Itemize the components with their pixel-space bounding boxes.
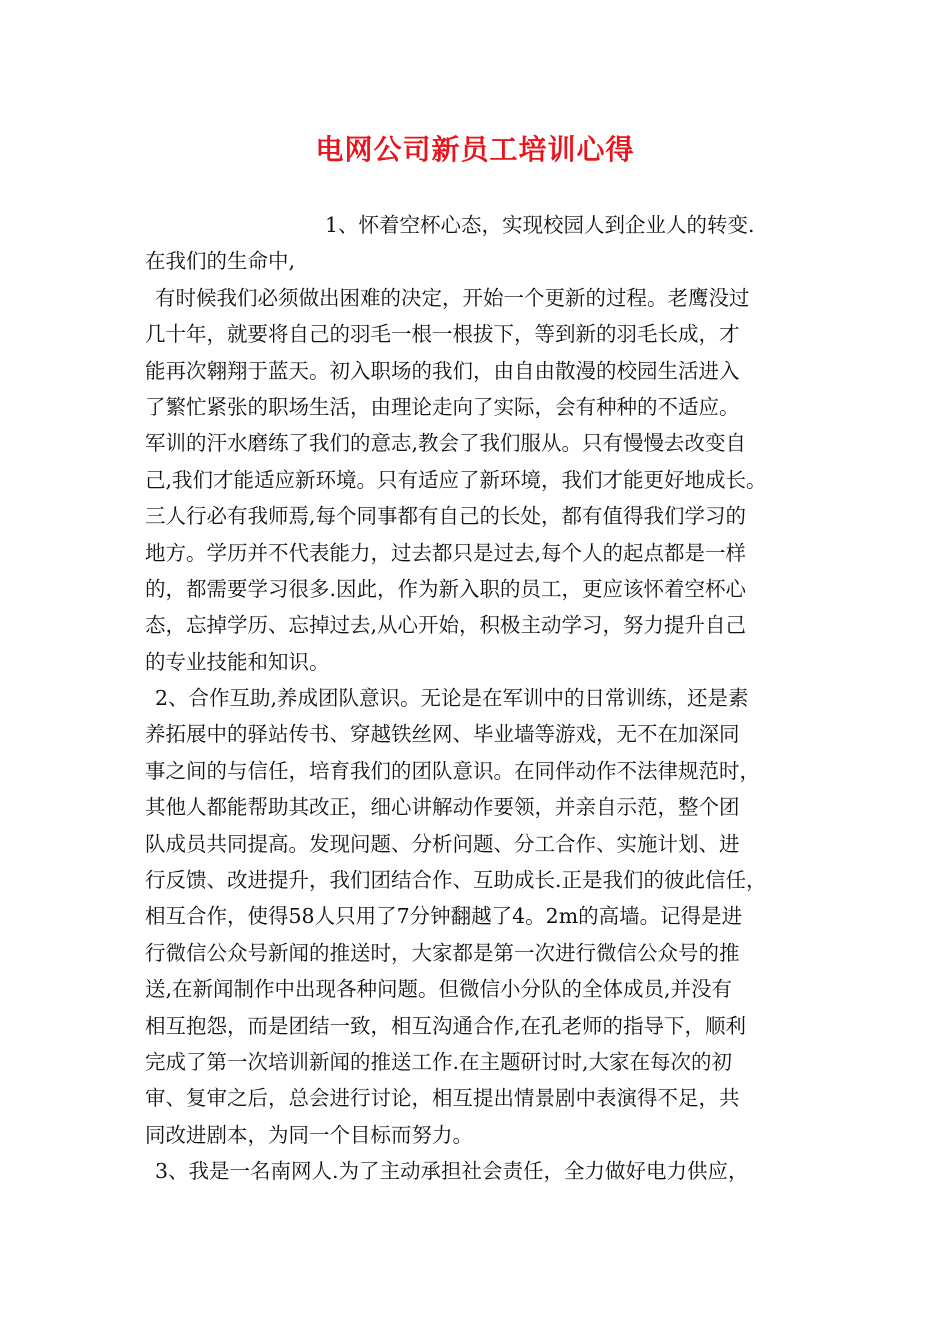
paragraph-line: 行微信公众号新闻的推送时，大家都是第一次进行微信公众号的推	[145, 940, 740, 965]
paragraph-line: 了繁忙紧张的职场生活，由理论走向了实际，会有种种的不适应。	[145, 394, 740, 419]
paragraph-line: 其他人都能帮助其改正，细心讲解动作要领，并亲自示范，整个团	[145, 795, 740, 820]
paragraph-line: 完成了第一次培训新闻的推送工作.在主题研讨时,大家在每次的初	[145, 1049, 733, 1074]
paragraph-line: 地方。学历并不代表能力，过去都只是过去,每个人的起点都是一样	[145, 540, 747, 565]
paragraph-line: 相互抱怨，而是团结一致，相互沟通合作,在孔老师的指导下，顺利	[145, 1013, 747, 1038]
paragraph-line: 的，都需要学习很多.因此，作为新入职的员工，更应该怀着空杯心	[145, 576, 747, 601]
page-title: 电网公司新员工培训心得	[315, 133, 635, 166]
paragraph-line: 送,在新闻制作中出现各种问题。但微信小分队的全体成员,并没有	[145, 977, 733, 1002]
paragraph-line: 己,我们才能适应新环境。只有适应了新环境，我们才能更好地成长。	[145, 467, 767, 492]
paragraph-line: 同改进剧本，为同一个目标而努力。	[145, 1122, 473, 1147]
paragraph-line: 有时候我们必须做出困难的决定，开始一个更新的过程。老鹰没过	[155, 285, 750, 310]
paragraph-line: 3、我是一名南网人.为了主动承担社会责任，全力做好电力供应，	[155, 1159, 749, 1184]
paragraph-line: 行反馈、改进提升，我们团结合作、互助成长.正是我们的彼此信任，	[145, 868, 767, 893]
paragraph-line: 态，忘掉学历、忘掉过去,从心开始，积极主动学习，努力提升自己	[145, 613, 747, 638]
paragraph-line: 军训的汗水磨练了我们的意志,教会了我们服从。只有慢慢去改变自	[145, 431, 747, 456]
paragraph-line: 三人行必有我师焉,每个同事都有自己的长处，都有值得我们学习的	[145, 504, 747, 529]
paragraph-line: 队成员共同提高。发现问题、分析问题、分工合作、实施计划、进	[145, 831, 740, 856]
paragraph-line: 事之间的与信任，培育我们的团队意识。在同伴动作不法律规范时，	[145, 758, 760, 783]
document-body	[145, 207, 820, 1190]
paragraph-line: 1、怀着空杯心态，实现校园人到企业人的转变.	[325, 213, 755, 237]
paragraph-line: 几十年，就要将自己的羽毛一根一根拔下，等到新的羽毛长成，才	[145, 322, 740, 347]
paragraph-line: 相互合作，使得58人只用了7分钟翻越了4。2m的高墙。记得是进	[145, 904, 743, 929]
paragraph-line: 在我们的生命中,	[145, 249, 296, 274]
paragraph-line: 审、复审之后，总会进行讨论，相互提出情景剧中表演得不足，共	[145, 1086, 740, 1111]
paragraph-line: 能再次翱翔于蓝天。初入职场的我们，由自由散漫的校园生活进入	[145, 358, 740, 383]
paragraph-line: 2、合作互助,养成团队意识。无论是在军训中的日常训练，还是素	[155, 686, 749, 711]
paragraph-line: 的专业技能和知识。	[145, 649, 330, 674]
paragraph-line: 养拓展中的驿站传书、穿越铁丝网、毕业墙等游戏，无不在加深同	[145, 722, 740, 747]
